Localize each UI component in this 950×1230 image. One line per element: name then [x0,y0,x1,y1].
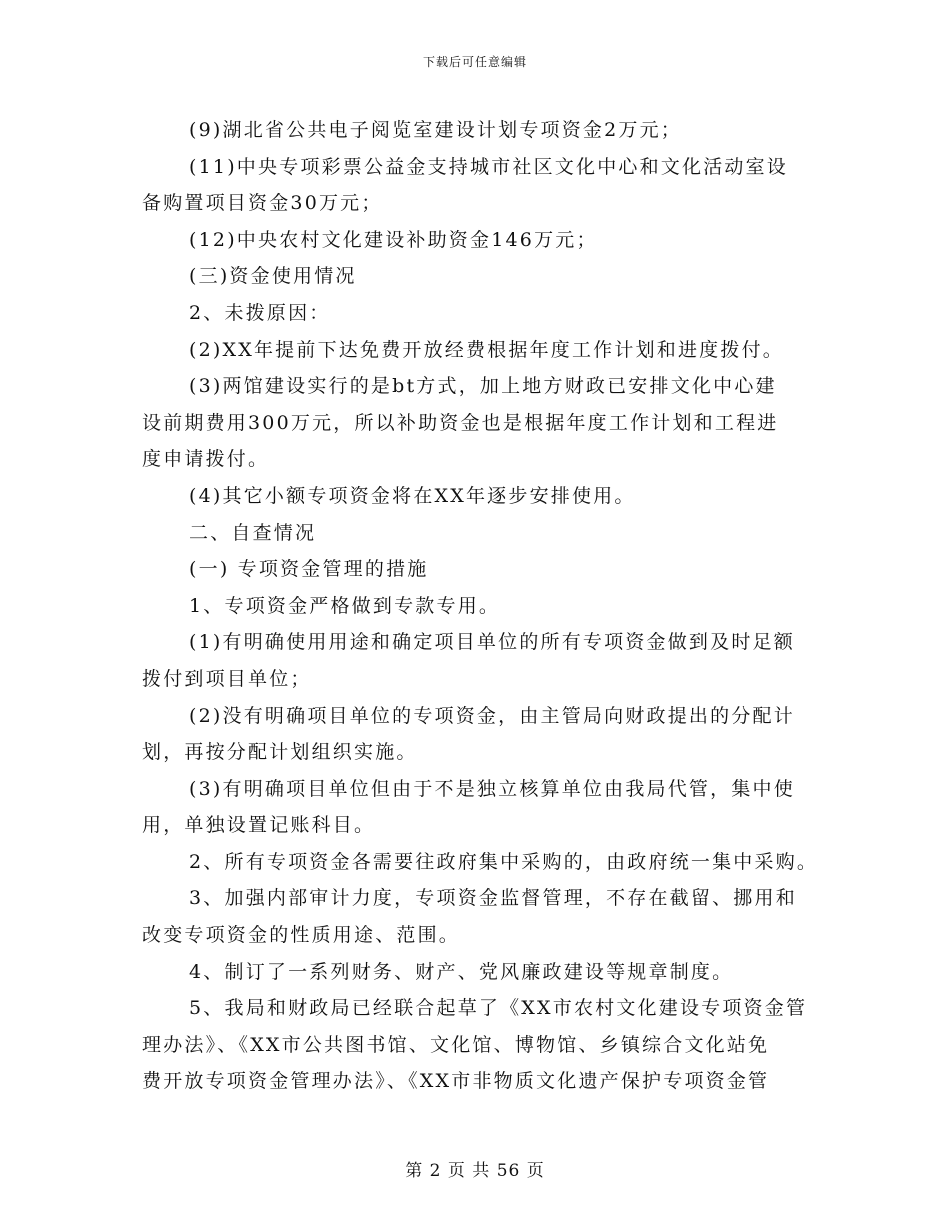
paragraph-first-line: (11)中央专项彩票公益金支持城市社区文化中心和文化活动室设 [189,155,789,178]
paragraph-first-line: (一) 专项资金管理的措施 [189,558,429,581]
paragraph-first-line: 5、我局和财政局已经联合起草了《XX市农村文化建设专项资金管 [189,997,808,1020]
paragraph-continuation-line: 拨付到项目单位； [142,667,312,690]
page-header: 下载后可任意编辑 [422,55,527,69]
paragraph-first-line: (3)有明确项目单位但由于不是独立核算单位由我局代管，集中使 [189,777,795,800]
paragraph-first-line: 3、加强内部审计力度，专项资金监督管理，不存在截留、挪用和 [189,887,797,910]
paragraph-first-line: (2)XX年提前下达免费开放经费根据年度工作计划和进度拨付。 [189,338,784,361]
paragraph-first-line: (2)没有明确项目单位的专项资金，由主管局向财政提出的分配计 [189,704,795,727]
paragraph-first-line: 二、自查情况 [189,521,317,544]
paragraph-continuation-line: 划，再按分配计划组织实施。 [142,741,418,764]
paragraph-continuation-line: 改变专项资金的性质用途、范围。 [142,924,461,947]
paragraph-continuation-line: 设前期费用300万元，所以补助资金也是根据年度工作计划和工程进 [142,411,779,434]
document-body [142,112,822,1100]
paragraph-continuation-line: 用，单独设置记账科目。 [142,814,376,837]
paragraph-first-line: (三)资金使用情况 [189,265,357,288]
paragraph-continuation-line: 理办法》、《XX市公共图书馆、文化馆、博物馆、乡镇综合文化站免 [142,1033,770,1056]
paragraph-first-line: 4、制订了一系列财务、财产、党风廉政建设等规章制度。 [189,960,734,983]
paragraph-first-line: (1)有明确使用用途和确定项目单位的所有专项资金做到及时足额 [189,631,795,654]
paragraph-first-line: (9)湖北省公共电子阅览室建设计划专项资金2万元； [189,119,683,141]
paragraph-first-line: (3)两馆建设实行的是bt方式，加上地方财政已安排文化中心建 [189,375,777,398]
paragraph-first-line: (12)中央农村文化建设补助资金146万元； [189,228,598,251]
page-footer: 第 2 页 共 56 页 [405,1161,545,1181]
paragraph-continuation-line: 费开放专项资金管理办法》、《XX市非物质文化遗产保护专项资金管 [142,1070,770,1093]
paragraph-first-line: 2、未拨原因： [189,301,331,324]
paragraph-first-line: 2、所有专项资金各需要往政府集中采购的，由政府统一集中采购。 [189,850,819,873]
paragraph-first-line: 1、专项资金严格做到专款专用。 [189,594,501,617]
paragraph-continuation-line: 度申请拨付。 [142,448,270,471]
paragraph-continuation-line: 备购置项目资金30万元； [142,192,383,215]
paragraph-first-line: (4)其它小额专项资金将在XX年逐步安排使用。 [189,484,636,507]
